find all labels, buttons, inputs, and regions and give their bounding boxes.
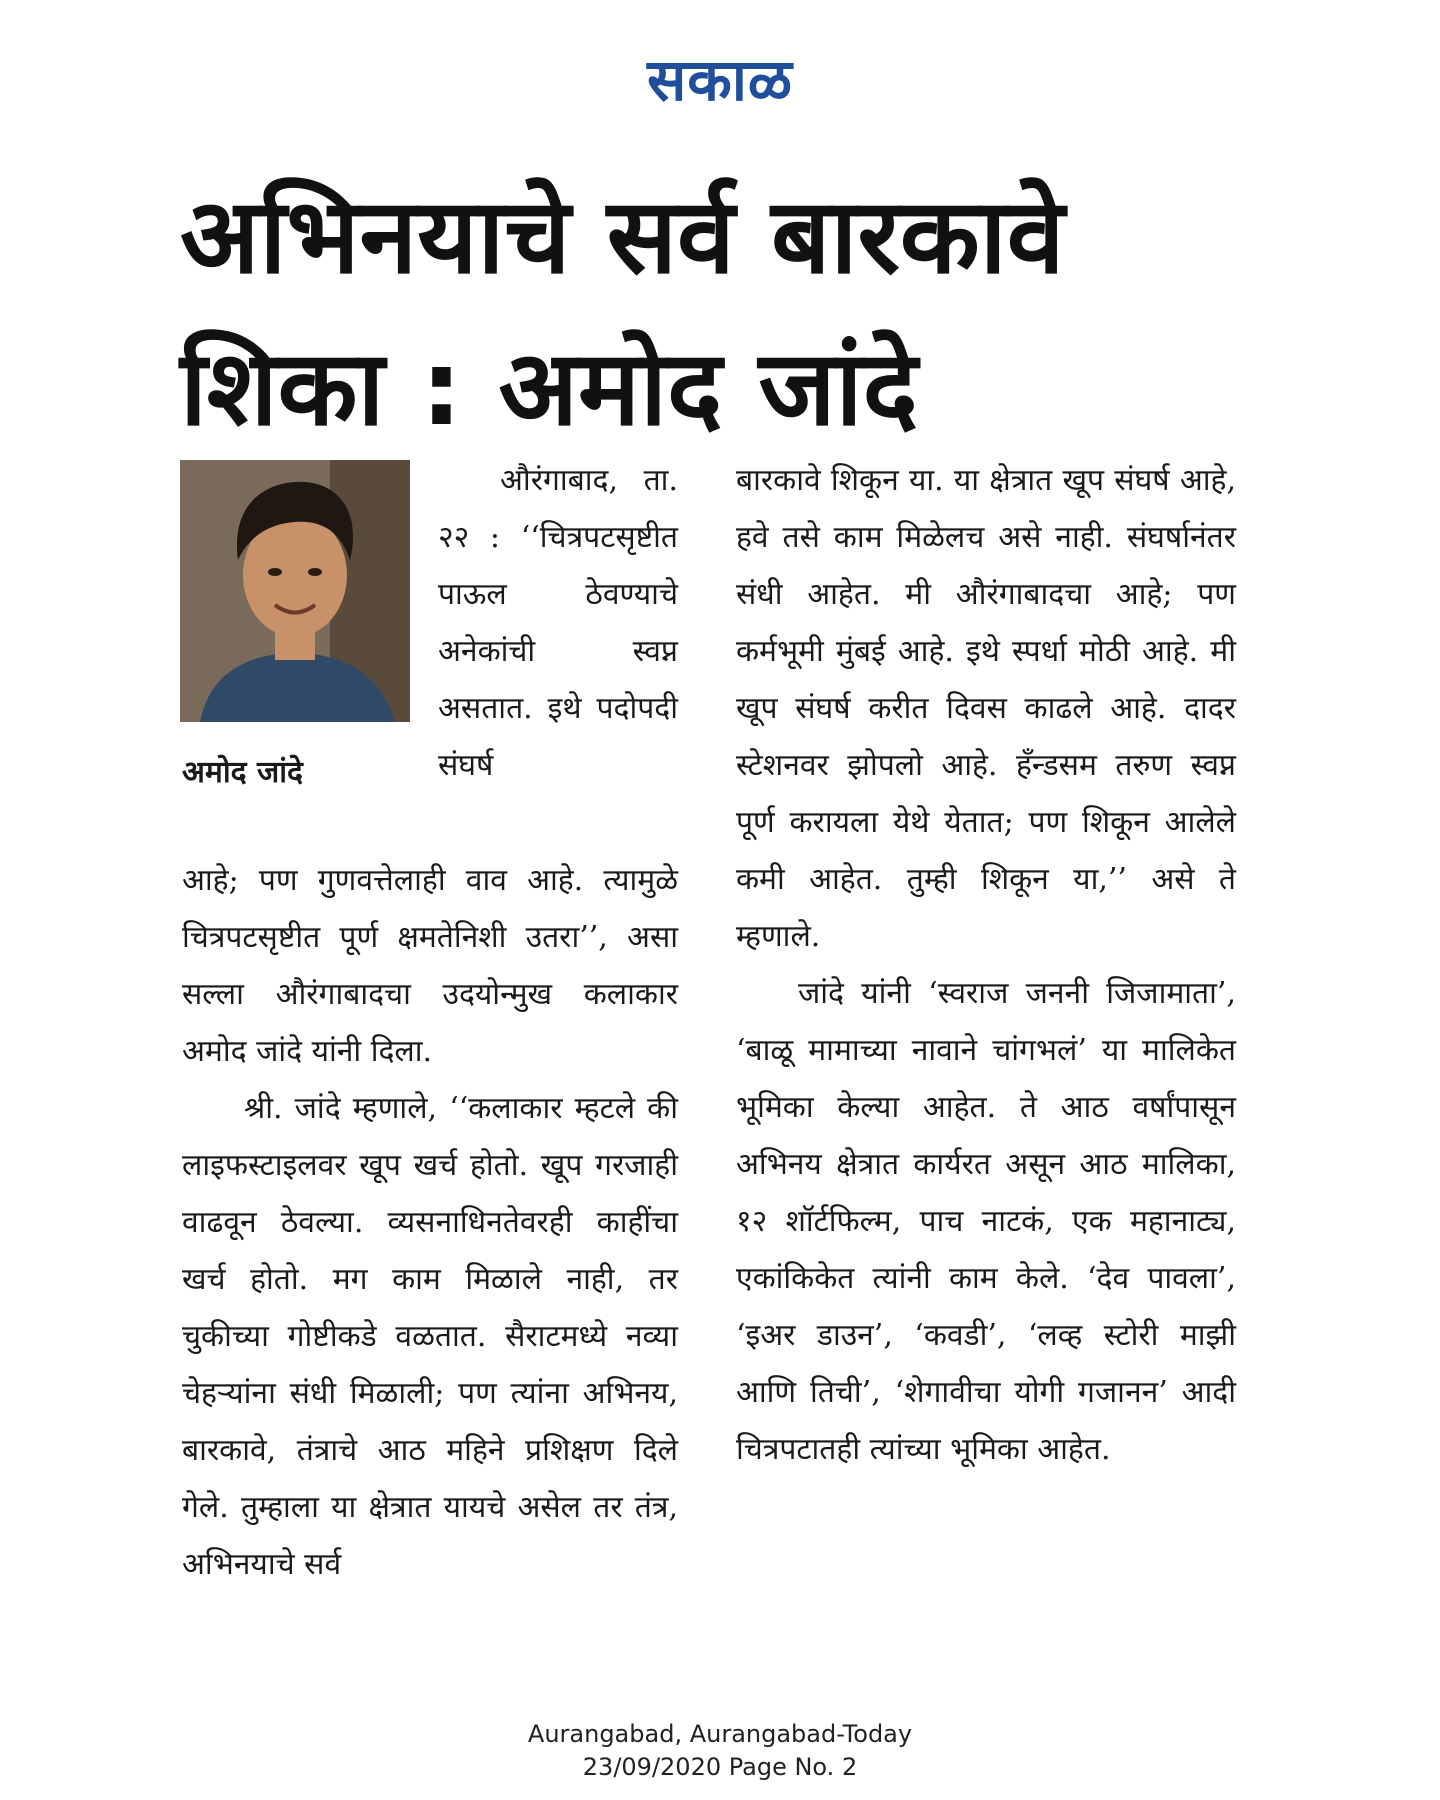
article-column-left-top	[438, 452, 678, 794]
footer-edition: Aurangabad, Aurangabad-Today	[527, 1720, 913, 1748]
headline-line-2: शिका : अमोद जांदे	[180, 327, 918, 449]
article-paragraph: औरंगाबाद, ता. २२ : ‘‘चित्रपटसृष्टीत पाऊल ठेवण्याचे अनेकांची स्वप्न असतात. इथे पदोपदी संघर्ष	[438, 463, 678, 783]
footer-date-page: 23/09/2020 Page No. 2	[582, 1753, 858, 1781]
photo-caption: अमोद जांदे	[182, 755, 303, 790]
article-paragraph: आहे; पण गुणवत्तेलाही वाव आहे. त्यामुळे चित्रपटसृष्टीत पूर्ण क्षमतेनिशी उतरा’’, असा सल्ला औरंगाबादचा उदयोन्मुख कलाकार अमोद जांदे यांनी दिला.	[182, 863, 678, 1069]
eye-right	[308, 568, 322, 576]
portrait-photo	[180, 460, 410, 722]
eye-left	[268, 568, 282, 576]
article-paragraph: बारकावे शिकून या. या क्षेत्रात खूप संघर्ष आहे, हवे तसे काम मिळेलच असे नाही. संघर्षानंतर संधी आहेत. मी औरंगाबादचा आहे; पण कर्मभूमी मुंबई आहे. इथे स्पर्धा मोठी आहे. मी खूप संघर्ष करीत दिवस काढले आहे. दादर स्टेशनवर झोपलो आहे. हँन्डसम तरुण स्वप्न पूर्ण करायला येथे येतात; पण शिकून आलेले कमी आहेत. तुम्ही शिकून या,’’ असे ते म्हणाले.	[736, 463, 1236, 954]
article-paragraph: श्री. जांदे म्हणाले, ‘‘कलाकार म्हटले की लाइफस्टाइलवर खूप खर्च होतो. खूप गरजाही वाढवून ठेवल्या. व्यसनाधिनतेवरही काहींचा खर्च होतो. मग काम मिळाले नाही, तर चुकीच्या गोष्टीकडे वळतात. सैराटमध्ये नव्या चेहऱ्यांना संधी मिळाली; पण त्यांना अभिनय, बारकावे, तंत्राचे आठ महिने प्रशिक्षण दिले गेले. तुम्हाला या क्षेत्रात यायचे असेल तर तंत्र, अभिनयाचे सर्व	[182, 1091, 678, 1582]
article-headline	[180, 160, 1280, 464]
portrait-illustration	[180, 460, 410, 722]
article-paragraph: जांदे यांनी ‘स्वराज जननी जिजामाता’, ‘बाळू मामाच्या नावाने चांगभलं’ या मालिकेत भूमिका केल्या आहेत. ते आठ वर्षांपासून अभिनय क्षेत्रात कार्यरत असून आठ मालिका, १२ शॉर्टफिल्म, पाच नाटकं, एक महानाट्य, एकांकिकेत त्यांनी काम केले. ‘देव पावला’, ‘इअर डाउन’, ‘कवडी’, ‘लव्ह स्टोरी माझी आणि तिची’, ‘शेगावीचा योगी गजानन’ आदी चित्रपटातही त्यांच्या भूमिका आहेत.	[736, 976, 1236, 1467]
newspaper-masthead: सकाळ	[647, 46, 793, 114]
headline-line-1: अभिनयाचे सर्व बारकावे	[180, 175, 1065, 297]
page-footer	[0, 1718, 1440, 1784]
article-column-left-bottom	[182, 852, 678, 1593]
article-column-right	[736, 452, 1236, 1478]
